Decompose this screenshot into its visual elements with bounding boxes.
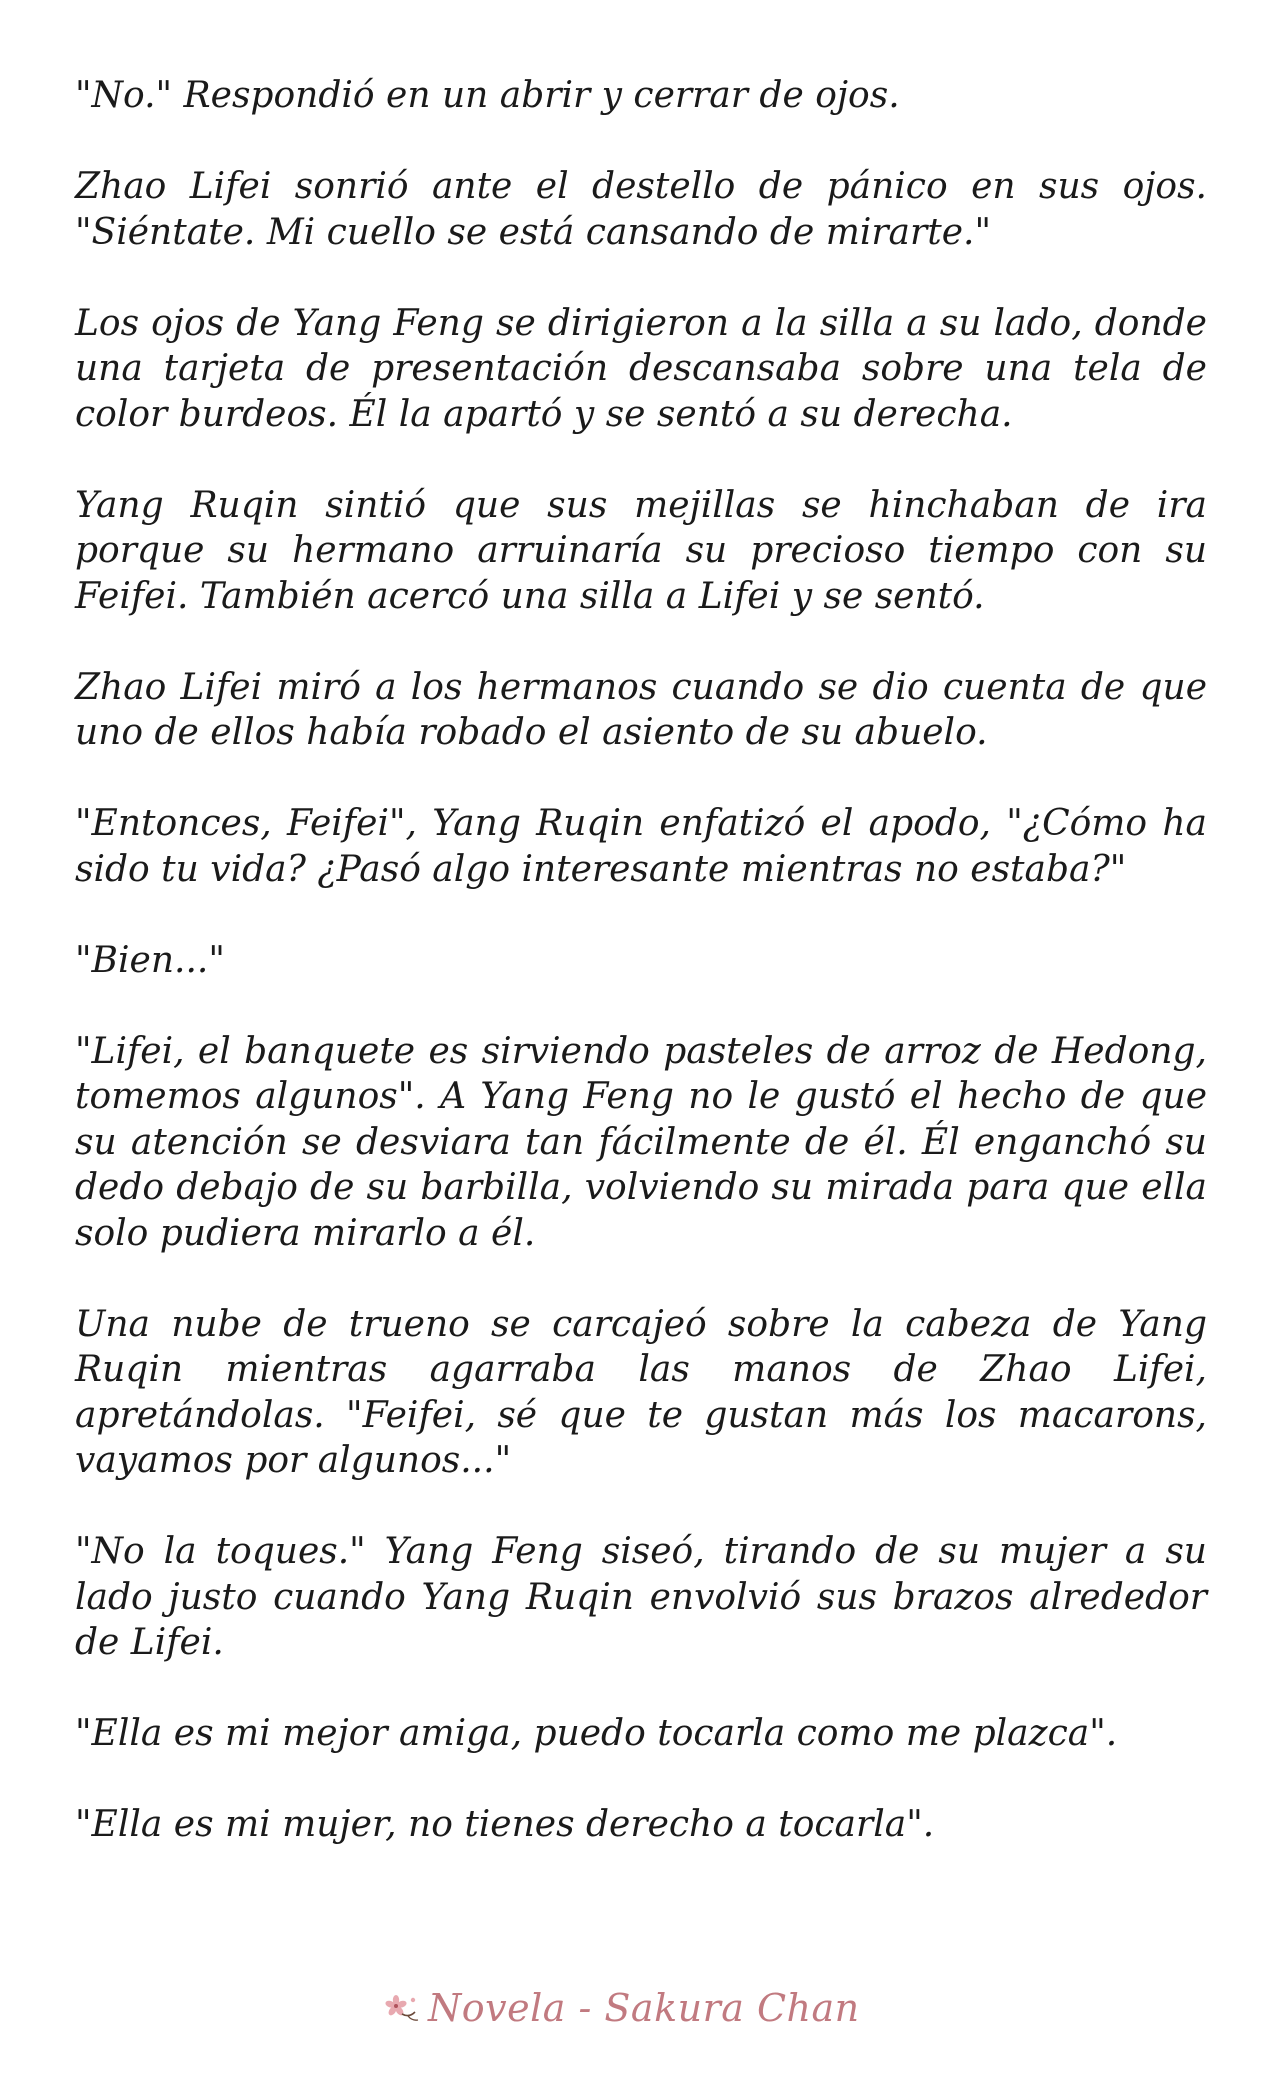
paragraph: "Bien..."	[75, 939, 225, 981]
paragraph: "Entonces, Feifei", Yang Ruqin enfatizó el apodo, "¿Cómo ha sido tu vida? ¿Pasó algo interesante mientras no estaba?"	[75, 803, 1207, 890]
paragraph: Zhao Lifei miró a los hermanos cuando se dio cuenta de que uno de ellos había robado el asiento de su abuelo.	[75, 666, 1207, 753]
paragraph: "No la toques." Yang Feng siseó, tirando de su mujer a su lado justo cuando Yang Ruqin envolvió sus brazos alrededor de Lifei.	[75, 1531, 1207, 1663]
watermark-text: Novela - Sakura Chan	[428, 1986, 860, 2030]
sakura-flower-icon	[382, 1988, 422, 2028]
paragraph: "Ella es mi mejor amiga, puedo tocarla como me plazca".	[75, 1713, 1118, 1754]
story-text	[75, 73, 1207, 1848]
paragraph: Zhao Lifei sonrió ante el destello de pánico en sus ojos. "Siéntate. Mi cuello se está cansando de mirarte."	[75, 166, 1207, 253]
watermark	[382, 1978, 902, 2038]
paragraph: "No." Respondió en un abrir y cerrar de ojos.	[75, 75, 900, 116]
paragraph: Yang Ruqin sintió que sus mejillas se hinchaban de ira porque su hermano arruinaría su precioso tiempo con su Feifei. También acercó una silla a Lifei y se sentó.	[75, 484, 1207, 617]
paragraph: Los ojos de Yang Feng se dirigieron a la silla a su lado, donde una tarjeta de presentación descansaba sobre una tela de color burdeos. Él la apartó y se sentó a su derecha.	[75, 302, 1207, 435]
paragraph: "Ella es mi mujer, no tienes derecho a tocarla".	[75, 1804, 935, 1845]
paragraph: Una nube de trueno se carcajeó sobre la cabeza de Yang Ruqin mientras agarraba las manos de Zhao Lifei, apretándolas. "Feifei, sé que te gustan más los macarons, vayamos por algunos..."	[75, 1303, 1207, 1481]
paragraph: "Lifei, el banquete es sirviendo pasteles de arroz de Hedong, tomemos algunos". A Yang Feng no le gustó el hecho de que su atención se desviara tan fácilmente de él. Él enganchó su dedo debajo de su barbilla, volviendo su mirada para que ella solo pudiera mirarlo a él.	[75, 1030, 1207, 1254]
